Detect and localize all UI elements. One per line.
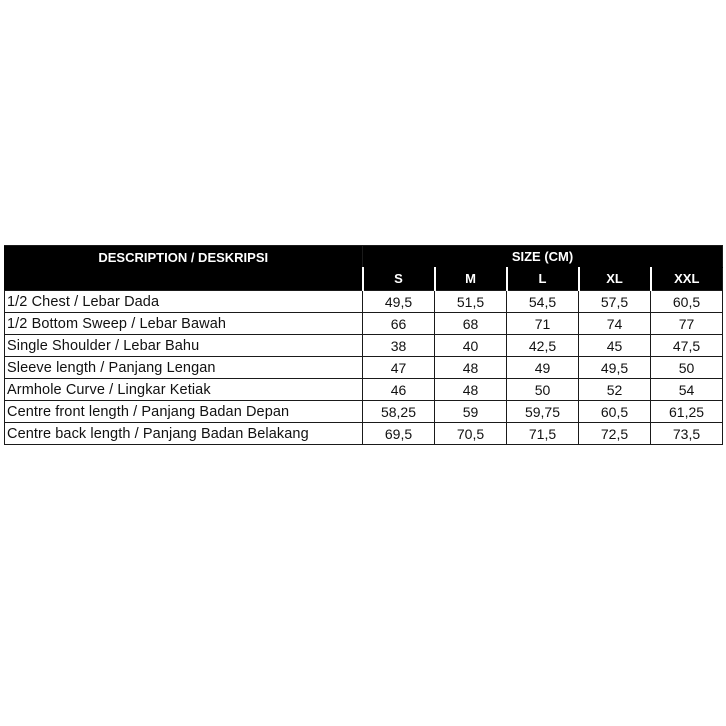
row-label: Single Shoulder / Lebar Bahu: [5, 335, 363, 357]
row-label: Sleeve length / Panjang Lengan: [5, 357, 363, 379]
cell-value: 47: [363, 357, 435, 379]
cell-value: 54,5: [507, 291, 579, 313]
cell-value: 46: [363, 379, 435, 401]
cell-value: 54: [651, 379, 723, 401]
row-label: 1/2 Chest / Lebar Dada: [5, 291, 363, 313]
cell-value: 70,5: [435, 423, 507, 445]
size-header: SIZE (CM): [363, 246, 723, 268]
cell-value: 47,5: [651, 335, 723, 357]
description-header: DESCRIPTION / DESKRIPSI: [5, 246, 363, 291]
cell-value: 60,5: [579, 401, 651, 423]
cell-value: 72,5: [579, 423, 651, 445]
cell-value: 73,5: [651, 423, 723, 445]
size-chart-table: [4, 245, 723, 445]
cell-value: 77: [651, 313, 723, 335]
cell-value: 51,5: [435, 291, 507, 313]
table-row: [5, 335, 723, 357]
cell-value: 66: [363, 313, 435, 335]
cell-value: 71,5: [507, 423, 579, 445]
cell-value: 59,75: [507, 401, 579, 423]
cell-value: 38: [363, 335, 435, 357]
cell-value: 69,5: [363, 423, 435, 445]
size-col-s: S: [363, 268, 435, 291]
row-label: Armhole Curve / Lingkar Ketiak: [5, 379, 363, 401]
cell-value: 48: [435, 379, 507, 401]
cell-value: 42,5: [507, 335, 579, 357]
size-col-xl: XL: [579, 268, 651, 291]
cell-value: 49,5: [579, 357, 651, 379]
row-label: 1/2 Bottom Sweep / Lebar Bawah: [5, 313, 363, 335]
cell-value: 45: [579, 335, 651, 357]
cell-value: 58,25: [363, 401, 435, 423]
table-row: [5, 357, 723, 379]
table-row: [5, 379, 723, 401]
table-row: [5, 401, 723, 423]
cell-value: 40: [435, 335, 507, 357]
cell-value: 74: [579, 313, 651, 335]
table-header-row-1: [5, 246, 723, 268]
cell-value: 50: [651, 357, 723, 379]
cell-value: 68: [435, 313, 507, 335]
row-label: Centre back length / Panjang Badan Belakang: [5, 423, 363, 445]
cell-value: 71: [507, 313, 579, 335]
cell-value: 49: [507, 357, 579, 379]
table-row: [5, 291, 723, 313]
cell-value: 57,5: [579, 291, 651, 313]
cell-value: 60,5: [651, 291, 723, 313]
table-row: [5, 313, 723, 335]
cell-value: 61,25: [651, 401, 723, 423]
size-col-m: M: [435, 268, 507, 291]
row-label: Centre front length / Panjang Badan Depan: [5, 401, 363, 423]
size-col-xxl: XXL: [651, 268, 723, 291]
table-row: [5, 423, 723, 445]
cell-value: 59: [435, 401, 507, 423]
cell-value: 52: [579, 379, 651, 401]
cell-value: 49,5: [363, 291, 435, 313]
cell-value: 48: [435, 357, 507, 379]
cell-value: 50: [507, 379, 579, 401]
size-col-l: L: [507, 268, 579, 291]
